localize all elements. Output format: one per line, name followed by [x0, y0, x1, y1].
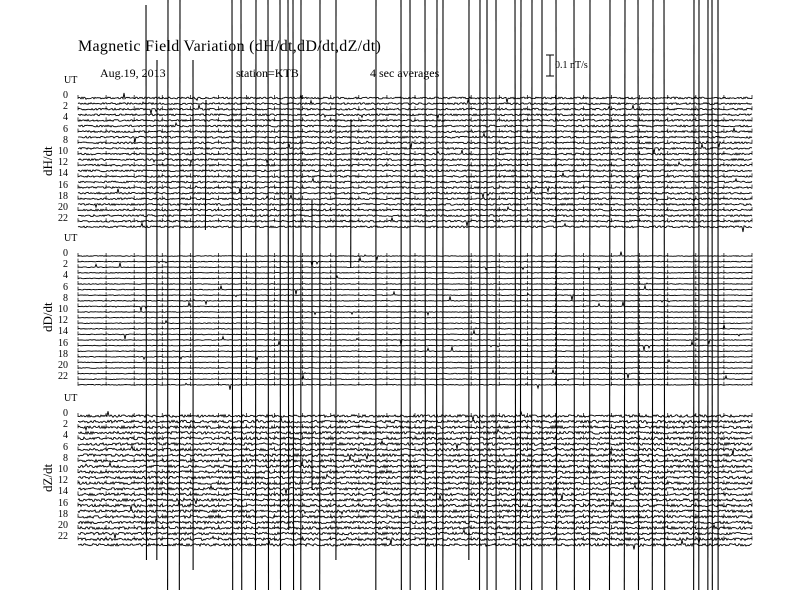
hour-label: 14 — [58, 168, 68, 180]
hour-label: 6 — [63, 281, 68, 293]
hour-label: 14 — [58, 486, 68, 498]
hour-label: 20 — [58, 520, 68, 531]
hour-label: 2 — [63, 419, 68, 431]
hour-label: 4 — [63, 430, 68, 442]
trace-line — [78, 123, 752, 127]
hour-label: 0 — [63, 90, 68, 101]
hour-label: 22 — [58, 371, 68, 383]
hour-label: 18 — [58, 190, 68, 202]
hour-label: 2 — [63, 259, 68, 271]
ut-label: UT — [64, 75, 78, 86]
trace-line — [78, 159, 752, 163]
hour-label: 6 — [63, 441, 68, 453]
hour-label: 12 — [58, 315, 68, 327]
hour-label: 22 — [58, 531, 68, 543]
ut-label: UT — [64, 233, 78, 244]
hour-label: 20 — [58, 360, 68, 371]
station-label: station=KTB — [236, 66, 299, 80]
hour-label: 8 — [63, 134, 68, 146]
hour-label: 2 — [63, 101, 68, 113]
panel-dhdt — [78, 93, 752, 232]
panel-axis-label: dH/dt — [40, 146, 55, 176]
trace-line — [78, 215, 752, 217]
trace-line — [78, 178, 752, 183]
hour-label: 8 — [63, 292, 68, 304]
scale-bar-label: 0.1 nT/s — [555, 60, 588, 71]
panel-axis-label: dD/dt — [40, 302, 55, 332]
hour-label: 20 — [58, 202, 68, 213]
hour-label: 8 — [63, 452, 68, 464]
hour-label: 0 — [63, 248, 68, 259]
hour-label: 12 — [58, 475, 68, 487]
hour-label: 4 — [63, 112, 68, 124]
trace-line — [78, 100, 752, 104]
trace-line — [78, 204, 752, 208]
hour-label: 14 — [58, 326, 68, 338]
chart-title: Magnetic Field Variation (dH/dt,dD/dt,dZ/dt) — [78, 38, 382, 55]
scale-bar — [546, 55, 554, 76]
hour-label: 10 — [58, 304, 68, 315]
trace-line — [78, 170, 752, 172]
hour-label: 18 — [58, 508, 68, 520]
hour-label: 0 — [63, 408, 68, 419]
ut-label: UT — [64, 393, 78, 404]
trace-line — [78, 114, 752, 118]
hour-label: 18 — [58, 348, 68, 360]
hour-label: 12 — [58, 157, 68, 169]
trace-line — [78, 223, 752, 232]
hour-label: 6 — [63, 123, 68, 135]
date-label: Aug.19, 2013 — [100, 66, 166, 80]
panel-axis-label: dZ/dt — [40, 463, 55, 492]
hour-label: 16 — [58, 497, 68, 509]
hour-label: 22 — [58, 213, 68, 225]
hour-label: 10 — [58, 146, 68, 157]
averaging-label: 4 sec averages — [370, 66, 440, 80]
hour-label: 16 — [58, 337, 68, 349]
hour-label: 16 — [58, 179, 68, 191]
hour-label: 4 — [63, 270, 68, 282]
hour-label: 10 — [58, 464, 68, 475]
